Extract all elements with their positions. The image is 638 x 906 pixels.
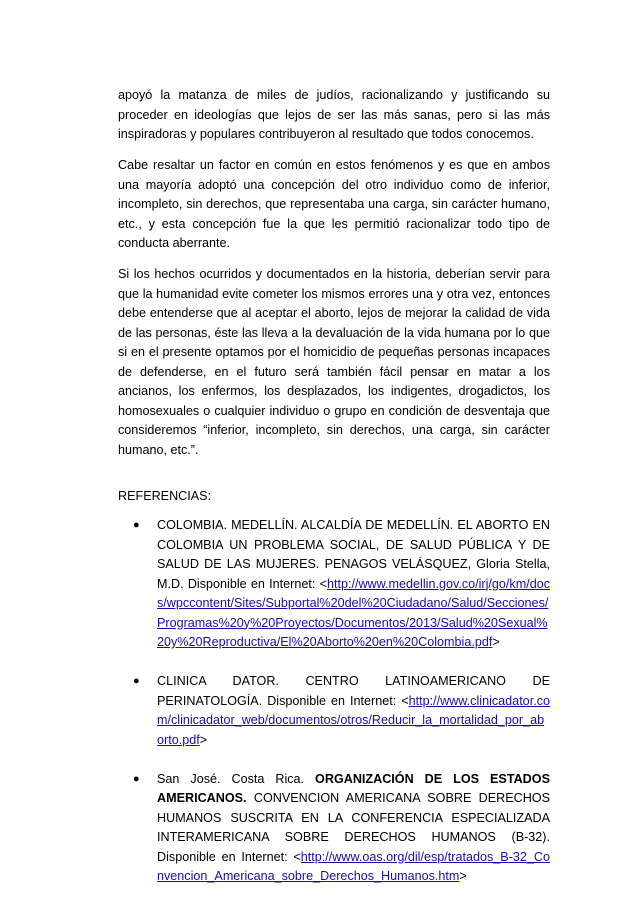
- bullet-icon: ●: [133, 772, 140, 785]
- reference-item: [118, 516, 550, 653]
- reference-item: [118, 770, 550, 887]
- reference-bold: ORGANIZACIÓN DE LOS ESTADOS AMERICANOS.: [157, 771, 550, 805]
- reference-close: >: [492, 635, 500, 649]
- reference-link[interactable]: http://www.clinicadator.com/clinicadator_web/documentos/otros/Reducir_la_mortalidad_por_aborto.pdf: [157, 693, 550, 747]
- bullet-icon: ●: [133, 675, 140, 687]
- reference-link[interactable]: http://www.oas.org/dil/esp/tratados_B-32_Convencion_Americana_sobre_Derechos_Humanos.htm: [157, 849, 550, 883]
- reference-pre: San José. Costa Rica.: [157, 771, 316, 786]
- body-paragraph: Cabe resaltar un factor en común en estos fenómenos y es que en ambos una mayoría adoptó una concepción del otro individuo como de inferior, incompleto, sin derechos, que representaba una carga, sin carácter humano, etc., y esta concepción fue la que les permitió racionalizar todo tipo de conducta aberrante.: [118, 158, 550, 250]
- reference-close: >: [199, 732, 208, 747]
- reference-close: >: [459, 869, 467, 883]
- references-heading: REFERENCIAS:: [118, 489, 212, 503]
- reference-text: CLINICA DATOR. CENTRO LATINOAMERICANO DE PERINATOLOGÍA. Disponible en Internet: <: [157, 674, 550, 708]
- reference-text: CONVENCION AMERICANA SOBRE DERECHOS HUMANOS SUSCRITA EN LA CONFERENCIA ESPECIALIZADA INTERAMERICANA SOBRE DERECHOS HUMANOS (B-32). Disponible en Internet: <: [157, 791, 550, 864]
- reference-text: COLOMBIA. MEDELLÍN. ALCALDÍA DE MEDELLÍN. EL ABORTO EN COLOMBIA UN PROBLEMA SOCIAL, DE SALUD PÚBLICA Y DE SALUD DE LAS MUJERES. PENAGOS VELÁSQUEZ, Gloria Stella, M.D. Disponible en Internet: <: [157, 518, 550, 591]
- document-page: [118, 86, 550, 906]
- bullet-icon: ●: [133, 519, 140, 531]
- body-paragraph: Si los hechos ocurridos y documentados en la historia, deberían servir para que la humanidad evite cometer los mismos errores una y otra vez, entonces debe entenderse que al aceptar el aborto, lejos de mejorar la calidad de vida de las personas, éste las lleva a la devaluación de la vida humana por lo que si en el presente optamos por el homicidio de pequeñas personas incapaces de defenderse, en el futuro será también fácil pensar en matar a los ancianos, los enfermos, los desplazados, los indigentes, drogadictos, los homosexuales o cualquier individuo o grupo en condición de desventaja que consideremos “inferior, incompleto, sin derechos, una carga, sin carácter humano, etc.”.: [118, 267, 550, 457]
- reference-item: [118, 672, 550, 750]
- body-paragraph: apoyó la matanza de miles de judíos, racionalizando y justificando su proceder en ideologías que lejos de ser las más sanas, pero si las más inspiradoras y populares contribuyeron al resultado que todos conocemos.: [118, 88, 550, 141]
- references-list: [118, 516, 550, 887]
- reference-link[interactable]: http://www.medellin.gov.co/irj/go/km/docs/wpccontent/Sites/Subportal%20del%20Ciudadano/Salud/Secciones/Programas%20y%20Proyectos/Documentos/2013/Salud%20Sexual%20y%20Reproductiva/El%20Aborto%20en%20Colombia.pdf: [157, 576, 550, 649]
